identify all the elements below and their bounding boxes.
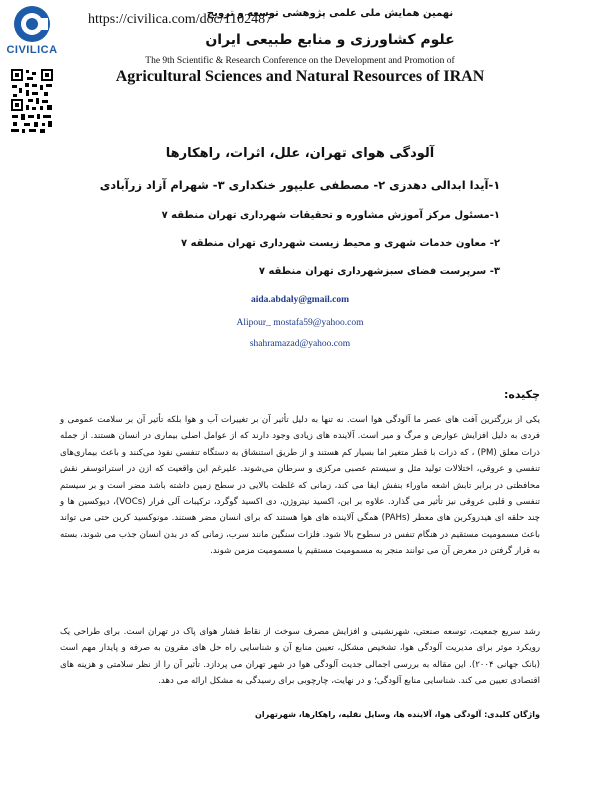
affiliation-3: ۳- سرپرست فضای سبزشهرداری تهران منطقه ۷ [258, 266, 500, 277]
abstract-paragraph-1-text: یکی از بزرگترین آفت های عصر ما آلودگی هوا است. نه تنها به دلیل تأثیر آن بر تغییرات آب و هوا بلکه تأثیر آن بر سلامت عمومی و فردی به دلیل افزایش عوارض و مرگ و میر است. آلاینده های زیادی وجود دارند که از عوامل اصلی بیماری در انسان هستند. از جمله ذرات معلق (PM) ، که ذرات با قطر متغیر اما بسیار کم هستند و از طریق استنشاق به دستگاه تنفسی نفوذ می‌کنند و باعث بیماری‌های تنفسی و عروقی، اختلالات تولید مثل و سیستم عصبی مرکزی و سرطان می‌شوند. علیرغم این واقعیت که ازن در استراتوسفر نقش محافظتی در برابر تابش اشعه ماوراء بنفش ایفا می کند، زمانی که غلظت بالایی در سطح زمین داشته باشد مضر است و بر سیستم تنفسی و قلبی عروقی نیز تأثیر می گذارد. علاوه بر این، اکسید نیتروژن، دی اکسید گوگرد، ترکیبات آلی فرار (VOCs)، دیوکسین ها و چند حلقه ای هیدروکربن های معطر (PAHs) همگی آلاینده های هوا هستند که برای انسان مضر هستند. مونوکسید کربن حتی می تواند باعث مسمومیت مستقیم در هنگام تنفس در سطوح بالا شود. فلزات سنگین مانند سرب، زمانی که در بدن انسان جذب می شوند، بسته به قرار گرفتن در معرض آن می توانند منجر به مسمومیت مستقیم یا مسمومیت مزمن شوند. [60, 415, 540, 557]
email-2[interactable]: Alipour_ mostafa59@yahoo.com [236, 318, 364, 328]
affiliation-1: ۱-مسئول مرکز آموزش مشاوره و تحقیقات شهرداری تهران منطقه ۷ [161, 210, 500, 221]
document-url[interactable]: https://civilica.com/doc/1102487 [88, 12, 273, 27]
conference-title-fa-line1: نهمین همایش ملی علمی پژوهشی توسعه و ترویج [206, 8, 454, 19]
civilica-logo-icon [4, 4, 60, 48]
qr-code-icon [10, 68, 54, 134]
abstract-heading: چکیده: [503, 388, 540, 401]
qr-code[interactable] [10, 68, 54, 134]
email-3[interactable]: shahramazad@yahoo.com [249, 339, 351, 349]
conference-title-en-line1: The 9th Scientific & Research Conference on the Development and Promotion of [145, 56, 455, 66]
keywords: واژگان کلیدی: آلودگی هوا، آلاینده ها، وسایل نقلیه، راهکارها، شهرتهران [255, 710, 540, 719]
logo-text: CIVILICA [6, 44, 58, 56]
abstract-paragraph-2-text: رشد سریع جمعیت، توسعه صنعتی، شهرنشینی و افزایش مصرف سوخت از نقاط فشار هوای پاک در تهران است. برای طراحی یک رویکرد موثر برای مدیریت آلودگی هوا، تشخیص مشکل، تعیین منابع آن و شناسایی راه حل های مقرون به صرفه و پایدار مهم است (بانک جهانی ۲۰۰۴). این مقاله به بررسی اجمالی جدیت آلودگی هوا در شهر تهران می پردازد. تأثیر آن را از نظر سلامتی و هزینه های اقتصادی تعیین می کند. شناسایی منابع آلودگی؛ و در نهایت، چارچوبی برای رسیدگی به مشکل ارائه می دهد. [60, 627, 540, 687]
email-1[interactable]: aida.abdaly@gmail.com [250, 295, 350, 305]
conference-title-en-line2: Agricultural Sciences and Natural Resources of IRAN [115, 68, 485, 85]
abstract-paragraph-2 [60, 624, 540, 690]
paper-title: آلودگی هوای تهران، علل، اثرات، راهکارها [165, 146, 435, 161]
conference-title-fa-line2: علوم کشاورزی و منابع طبیعی ایران [205, 32, 455, 48]
paper-authors: ۱-آیدا ابدالی دهدزی ۲- مصطفی علیپور خنکداری ۳- شهرام آزاد زرآبادی [99, 178, 501, 192]
affiliation-2: ۲- معاون خدمات شهری و محیط زیست شهرداری تهران منطقه ۷ [181, 238, 500, 249]
abstract-paragraph-1 [60, 412, 540, 560]
